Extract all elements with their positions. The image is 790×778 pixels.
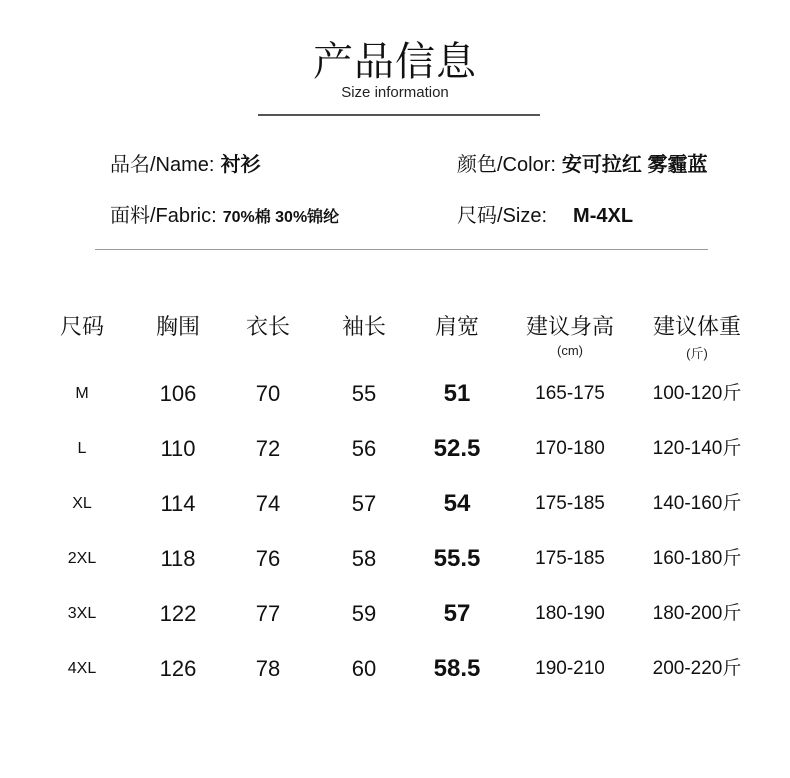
table-cell-length: 76 bbox=[255, 546, 281, 571]
table-cell-size: 3XL bbox=[67, 605, 97, 622]
table-cell-shoulder: 54 bbox=[443, 490, 471, 517]
table-cell-weight: 140-160斤 bbox=[652, 493, 742, 514]
column-header-size: 尺码 bbox=[59, 314, 104, 339]
table-cell-length: 70 bbox=[255, 381, 281, 406]
info-size-value: M-4XL bbox=[573, 205, 634, 227]
table-cell-height: 190-210 bbox=[535, 658, 605, 679]
table-cell-height: 175-185 bbox=[535, 548, 605, 569]
info-name bbox=[110, 148, 260, 177]
info-name-value: 衬衫 bbox=[220, 154, 261, 176]
table-cell-chest: 114 bbox=[160, 491, 196, 516]
column-header-length: 衣长 bbox=[245, 314, 290, 339]
table-cell-weight: 180-200斤 bbox=[652, 603, 742, 624]
table-cell-length: 78 bbox=[255, 656, 281, 681]
table-cell-size: L bbox=[77, 440, 87, 457]
table-cell-size: XL bbox=[72, 495, 92, 512]
page-title: 产品信息 bbox=[313, 39, 477, 85]
table-cell-sleeve: 56 bbox=[351, 436, 377, 461]
table-cell-length: 77 bbox=[255, 601, 281, 626]
info-color-label: 颜色/Color: bbox=[457, 154, 556, 176]
column-unit-weight: (斤) bbox=[686, 346, 708, 361]
info-size bbox=[457, 199, 633, 228]
table-cell-shoulder: 55.5 bbox=[433, 545, 481, 572]
column-unit-height: (cm) bbox=[557, 343, 583, 358]
info-fabric bbox=[110, 199, 339, 228]
table-cell-sleeve: 57 bbox=[351, 491, 377, 516]
table-cell-chest: 118 bbox=[160, 546, 196, 571]
info-fabric-value: 70%棉 30%锦纶 bbox=[222, 209, 340, 226]
table-cell-shoulder: 52.5 bbox=[433, 435, 481, 462]
table-cell-size: M bbox=[75, 385, 89, 402]
section-divider bbox=[95, 249, 708, 250]
table-cell-weight: 200-220斤 bbox=[652, 658, 742, 679]
info-fabric-label: 面料/Fabric: bbox=[110, 205, 217, 227]
table-cell-chest: 126 bbox=[159, 656, 197, 681]
table-cell-shoulder: 51 bbox=[443, 380, 471, 407]
info-size-label: 尺码/Size: bbox=[457, 205, 548, 227]
table-cell-length: 74 bbox=[255, 491, 281, 516]
table-cell-shoulder: 58.5 bbox=[433, 655, 481, 682]
table-cell-chest: 110 bbox=[160, 436, 196, 461]
table-cell-size: 2XL bbox=[67, 550, 97, 567]
table-cell-height: 180-190 bbox=[535, 603, 605, 624]
table-cell-chest: 122 bbox=[159, 601, 197, 626]
table-cell-shoulder: 57 bbox=[443, 600, 471, 627]
info-color bbox=[457, 148, 707, 177]
table-cell-sleeve: 59 bbox=[351, 601, 377, 626]
table-cell-weight: 100-120斤 bbox=[652, 383, 742, 404]
page-subtitle: Size information bbox=[341, 84, 449, 101]
column-header-shoulder: 肩宽 bbox=[434, 314, 479, 339]
info-color-value: 安可拉红 雾霾蓝 bbox=[561, 154, 708, 176]
table-cell-sleeve: 55 bbox=[351, 381, 377, 406]
column-header-weight: 建议体重 bbox=[652, 314, 741, 339]
table-cell-sleeve: 58 bbox=[351, 546, 377, 571]
column-header-chest: 胸围 bbox=[155, 314, 200, 339]
table-cell-size: 4XL bbox=[67, 660, 97, 677]
table-cell-weight: 120-140斤 bbox=[652, 438, 742, 459]
column-header-sleeve: 袖长 bbox=[341, 314, 386, 339]
table-cell-height: 165-175 bbox=[535, 383, 605, 404]
info-name-label: 品名/Name: bbox=[110, 154, 215, 176]
table-cell-sleeve: 60 bbox=[351, 656, 377, 681]
column-header-height: 建议身高 bbox=[525, 314, 614, 339]
table-cell-length: 72 bbox=[255, 436, 281, 461]
table-cell-weight: 160-180斤 bbox=[652, 548, 742, 569]
table-cell-height: 175-185 bbox=[535, 493, 605, 514]
table-cell-chest: 106 bbox=[159, 381, 197, 406]
table-cell-height: 170-180 bbox=[535, 438, 605, 459]
title-divider bbox=[258, 114, 540, 116]
